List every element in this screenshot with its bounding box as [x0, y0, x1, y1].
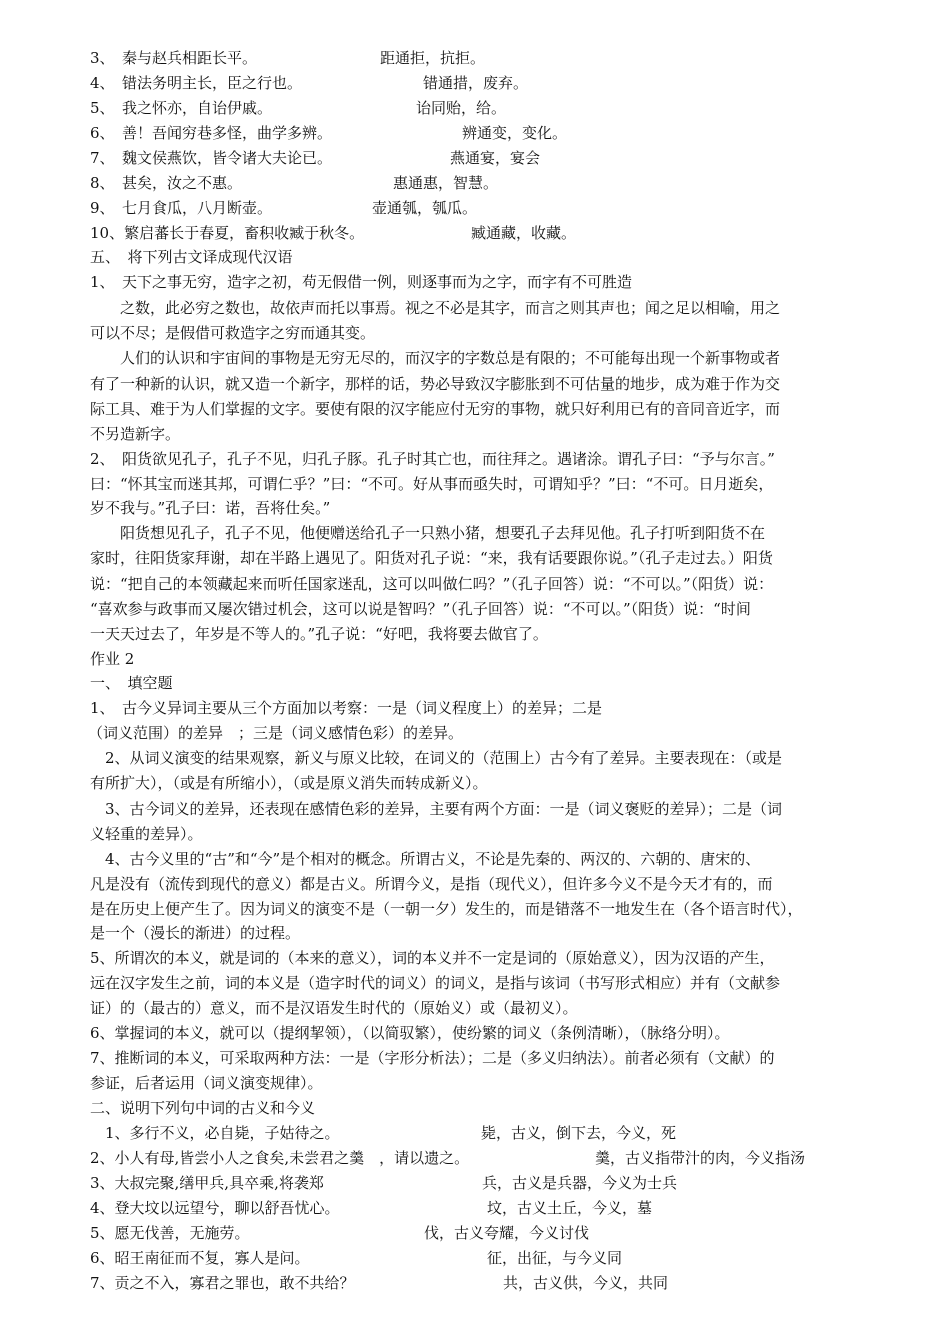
- paragraph-line: “喜欢参与政事而又屡次错过机会，这可以说是智吗？”（孔子回答）说：“不可以。”（阳货）说：“时间: [90, 600, 751, 618]
- paragraph-line: 2、从词义演变的结果观察，新义与原义比较，在词义的（范围上）古今有了差异。主要表现在：（或是: [90, 749, 783, 767]
- list-item: 6、昭王南征而不复，寡人是问。: [90, 1249, 310, 1267]
- paragraph-line: 可以不尽；是假借可救造字之穷而通其变。: [90, 324, 376, 342]
- paragraph-line: 2、 阳货欲见孔子，孔子不见，归孔子豚。孔子时其亡也，而往拜之。遇诸涂。谓孔子曰：“予与尔言。”: [90, 450, 775, 468]
- paragraph-line: 5、所谓次的本义，就是词的（本来的意义），词的本义并不一定是词的（原始意义），因为汉语的产生，: [90, 949, 775, 967]
- paragraph-line: 际工具、难于为人们掌握的文字。要使有限的汉字能应付无穷的事物，就只好利用已有的音同音近字，而: [90, 400, 781, 418]
- list-item: 7、 魏文侯燕饮，皆令诸大夫论已。: [90, 149, 333, 167]
- paragraph-line: 不另造新字。: [90, 425, 181, 443]
- paragraph-line: 3、古今词义的差异，还表现在感情色彩的差异，主要有两个方面：一是（词义褒贬的差异）；二是（词: [90, 800, 783, 818]
- list-item: 1、多行不义，必自毙，子姑待之。: [90, 1124, 340, 1142]
- list-item-answer: 诒同贻，给。: [416, 99, 507, 117]
- list-item-answer: 毙，古义，倒下去，今义，死: [481, 1124, 677, 1142]
- list-item: 2、小人有母,皆尝小人之食矣,未尝君之羹 ，请以遗之。: [90, 1149, 470, 1167]
- list-item: 6、 善！吾闻穷巷多怪，曲学多辨。: [90, 124, 333, 142]
- paragraph-line: 有了一种新的认识，就又造一个新字，那样的话，势必导致汉字膨胀到不可估量的地步，成为难于作为交: [90, 375, 781, 393]
- section-heading: 一、 填空题: [90, 674, 173, 692]
- list-item: 5、 我之怀亦，自诒伊戚。: [90, 99, 273, 117]
- paragraph-line: 参证，后者运用（词义演变规律）。: [90, 1074, 323, 1092]
- list-item-answer: 征，出征，与今义同: [487, 1249, 623, 1267]
- paragraph-line: （词义范围）的差异 ；三是（词义感情色彩）的差异。: [88, 724, 464, 742]
- list-item: 9、 七月食瓜，八月断壶。: [90, 199, 273, 217]
- paragraph-line: 阳货想见孔子，孔子不见，他便赠送给孔子一只熟小猪，想要孔子去拜见他。孔子打听到阳货不在: [90, 524, 766, 542]
- paragraph-line: 之数，此必穷之数也，故依声而托以事焉。视之不必是其字，而言之则其声也；闻之足以相喻，用之: [90, 299, 781, 317]
- page-title: 作业 2: [90, 650, 135, 668]
- paragraph-line: 远在汉字发生之前，词的本义是（造字时代的词义）的词义，是指与该词（书写形式相应）并有（文献参: [90, 974, 781, 992]
- list-item: 7、贡之不入，寡君之罪也，敢不共给？: [90, 1274, 355, 1292]
- paragraph-line: 4、古今义里的“古”和“今”是个相对的概念。所谓古义，不论是先秦的、两汉的、六朝的、唐宋的、: [90, 850, 761, 868]
- paragraph-line: 是一个（漫长的渐进）的过程。: [90, 924, 301, 942]
- list-item-answer: 坟，古义土丘，今义，墓: [487, 1199, 653, 1217]
- list-item: 10、繁启蕃长于春夏，畜积收臧于秋冬。: [90, 224, 365, 242]
- list-item-answer: 兵，古义是兵器，今义为士兵: [482, 1174, 678, 1192]
- paragraph-line: 一天天过去了，年岁是不等人的。”孔子说：“好吧，我将要去做官了。: [90, 625, 548, 643]
- paragraph-line: 证）的（最古的）意义，而不是汉语发生时代的（原始义）或（最初义）。: [90, 999, 578, 1017]
- list-item-answer: 壶通瓠，瓠瓜。: [372, 199, 478, 217]
- list-item: 4、 错法务明主长，臣之行也。: [90, 74, 303, 92]
- list-item: 8、 甚矣，汝之不惠。: [90, 174, 243, 192]
- paragraph-line: 曰：“怀其宝而迷其邦，可谓仁乎？”曰：“不可。好从事而亟失时，可谓知乎？”曰：“不可。日月逝矣，: [90, 475, 774, 493]
- paragraph-line: 岁不我与。”孔子曰：诺，吾将仕矣。”: [90, 499, 331, 517]
- list-item-answer: 羹，古义指带汁的肉，今义指汤: [595, 1149, 806, 1167]
- list-item-answer: 辨通变，变化。: [462, 124, 568, 142]
- paragraph-line: 凡是没有（流传到现代的意义）都是古义。所谓今义，是指（现代义），但许多今义不是今天才有的，而: [90, 875, 773, 893]
- list-item-answer: 错通措，废弃。: [423, 74, 529, 92]
- list-item: 3、大叔完聚,缮甲兵,具卒乘,将袭郑: [90, 1174, 324, 1192]
- paragraph-line: 1、 天下之事无穷，造字之初，苟无假借一例，则逐事而为之字，而字有不可胜造: [90, 273, 633, 291]
- paragraph-line: 是在历史上便产生了。因为词义的演变不是（一朝一夕）发生的，而是错落不一地发生在（各个语言时代），: [90, 900, 803, 918]
- paragraph-line: 人们的认识和宇宙间的事物是无穷无尽的，而汉字的字数总是有限的；不可能每出现一个新事物或者: [90, 349, 781, 367]
- paragraph-line: 义轻重的差异）。: [90, 825, 203, 843]
- list-item: 3、 秦与赵兵相距长平。: [90, 49, 258, 67]
- paragraph-line: 有所扩大），（或是有所缩小），（或是原义消失而转成新义）。: [90, 774, 488, 792]
- list-item-answer: 惠通惠，智慧。: [393, 174, 499, 192]
- list-item: 5、愿无伐善，无施劳。: [90, 1224, 250, 1242]
- section-heading: 五、 将下列古文译成现代汉语: [90, 248, 293, 266]
- list-item-answer: 伐，古义夸耀，今义讨伐: [424, 1224, 590, 1242]
- section-heading: 二、说明下列句中词的古义和今义: [90, 1099, 316, 1117]
- list-item-answer: 距通拒，抗拒。: [380, 49, 486, 67]
- list-item-answer: 臧通藏，收藏。: [471, 224, 577, 242]
- paragraph-line: 6、掌握词的本义，就可以（提纲挈领），（以简驭繁），使纷繁的词义（条例清晰），（脉络分明）。: [90, 1024, 730, 1042]
- paragraph-line: 7、推断词的本义，可采取两种方法：一是（字形分析法）；二是（多义归纳法）。前者必须有（文献）的: [90, 1049, 775, 1067]
- list-item: 4、登大坟以远望兮，聊以舒吾忧心。: [90, 1199, 340, 1217]
- paragraph-line: 家时，往阳货家拜谢，却在半路上遇见了。阳货对孔子说：“来，我有话要跟你说。”（孔子走过去。）阳货: [90, 549, 773, 567]
- paragraph-line: 1、 古今义异词主要从三个方面加以考察：一是（词义程度上）的差异；二是: [90, 699, 603, 717]
- list-item-answer: 共，古义供，今义，共同: [503, 1274, 669, 1292]
- list-item-answer: 燕通宴，宴会: [450, 149, 541, 167]
- paragraph-line: 说：“把自己的本领藏起来而听任国家迷乱，这可以叫做仁吗？”（孔子回答）说：“不可以。”（阳货）说：: [90, 575, 774, 593]
